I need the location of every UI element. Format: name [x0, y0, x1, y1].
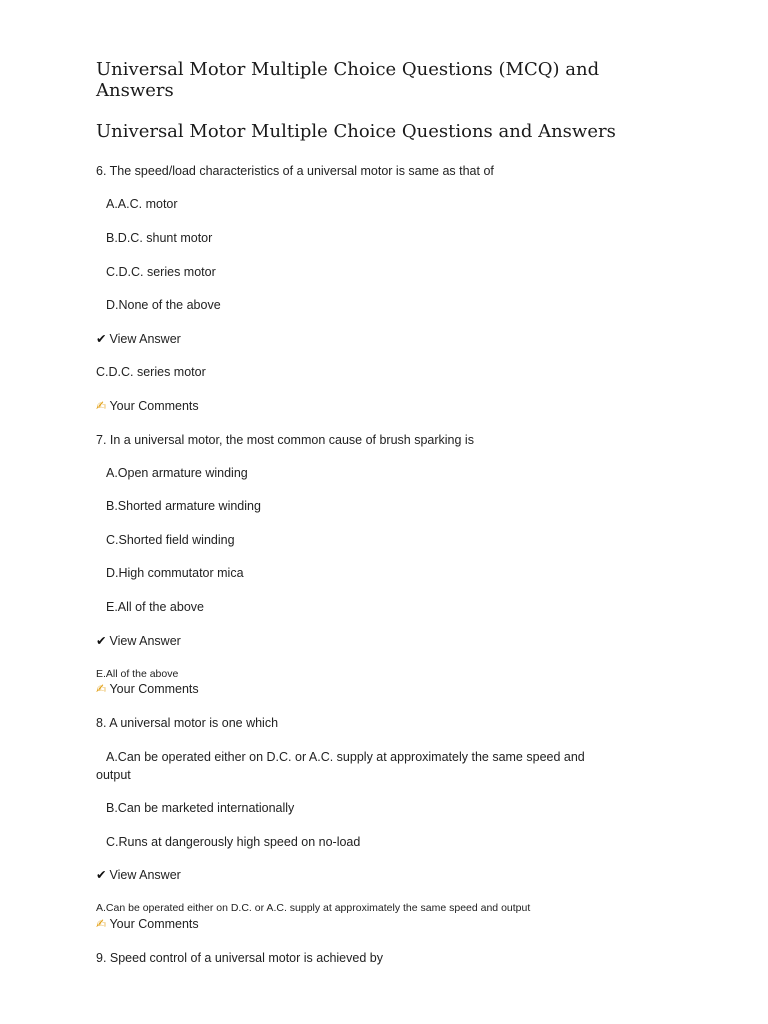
- writing-hand-icon: ✍: [96, 681, 107, 696]
- question-6-text: 6. The speed/load characteristics of a universal motor is same as that of: [96, 164, 494, 178]
- your-comments-button[interactable]: [96, 680, 199, 698]
- writing-hand-icon: ✍: [96, 398, 107, 413]
- view-answer-button[interactable]: [96, 866, 181, 884]
- page-subtitle: Universal Motor Multiple Choice Questions and Answers: [96, 121, 616, 142]
- question-7-option-c[interactable]: C.Shorted field winding: [106, 533, 235, 547]
- view-answer-button[interactable]: [96, 632, 181, 650]
- check-mark-icon: ✔: [96, 867, 107, 882]
- your-comments-button[interactable]: [96, 397, 199, 415]
- question-7-option-a[interactable]: A.Open armature winding: [106, 466, 248, 480]
- question-9-text: 9. Speed control of a universal motor is achieved by: [96, 951, 383, 965]
- question-7-option-e[interactable]: E.All of the above: [106, 600, 204, 614]
- question-7-answer: E.All of the above: [96, 668, 179, 680]
- question-8-option-a[interactable]: A.Can be operated either on D.C. or A.C. supply at approximately the same speed and output: [96, 750, 585, 782]
- your-comments-button[interactable]: [96, 915, 199, 933]
- your-comments-label: Your Comments: [109, 399, 199, 413]
- question-6-answer: C.D.C. series motor: [96, 365, 206, 379]
- question-8-option-c[interactable]: C.Runs at dangerously high speed on no-load: [106, 835, 361, 849]
- your-comments-label: Your Comments: [109, 917, 199, 931]
- question-6-option-c[interactable]: C.D.C. series motor: [106, 265, 216, 279]
- view-answer-label: View Answer: [109, 332, 181, 346]
- check-mark-icon: ✔: [96, 633, 107, 648]
- view-answer-label: View Answer: [109, 634, 181, 648]
- question-7-text: 7. In a universal motor, the most common cause of brush sparking is: [96, 433, 474, 447]
- question-7-option-b[interactable]: B.Shorted armature winding: [106, 499, 261, 513]
- question-6-option-d[interactable]: D.None of the above: [106, 298, 221, 312]
- writing-hand-icon: ✍: [96, 916, 107, 931]
- view-answer-label: View Answer: [109, 868, 181, 882]
- page-title: Universal Motor Multiple Choice Questions (MCQ) and Answers: [96, 59, 600, 101]
- question-6-option-a[interactable]: A.A.C. motor: [106, 197, 178, 211]
- your-comments-label: Your Comments: [109, 682, 199, 696]
- question-8-option-b[interactable]: B.Can be marketed internationally: [106, 801, 295, 815]
- check-mark-icon: ✔: [96, 331, 107, 346]
- view-answer-button[interactable]: [96, 330, 181, 348]
- question-8-answer: A.Can be operated either on D.C. or A.C. supply at approximately the same speed and output: [96, 902, 531, 914]
- question-7-option-d[interactable]: D.High commutator mica: [106, 566, 244, 580]
- question-6-option-b[interactable]: B.D.C. shunt motor: [106, 231, 213, 245]
- question-8-text: 8. A universal motor is one which: [96, 716, 279, 730]
